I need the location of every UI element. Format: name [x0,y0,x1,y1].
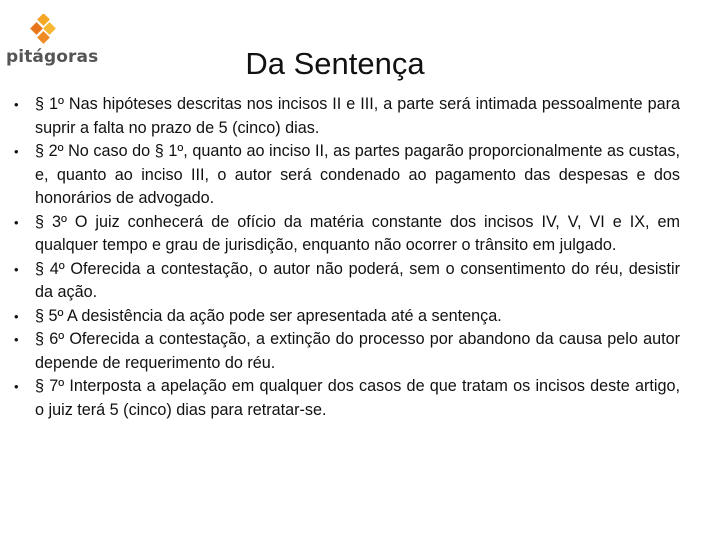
logo-diamond-icon [28,14,58,44]
bullet-marker: • [14,144,19,159]
bullet-marker: • [14,308,19,324]
bullet-text: § 4º Oferecida a contestação, o autor não poderá, sem o consentimento do réu, desistir da ação. [35,259,680,301]
bullet-item [14,211,680,258]
logo-text: pitágoras [6,47,99,67]
bullet-marker: • [14,261,19,277]
bullet-item [14,258,680,305]
bullet-text: § 6º Oferecida a contestação, a extinção do processo por abandono da causa pelo autor depende de requerimento do réu. [35,330,680,372]
bullet-marker: • [14,332,19,347]
pitagoras-logo [4,14,99,72]
bullet-text: § 2º No caso do § 1º, quanto ao inciso II, as partes pagarão proporcionalmente as custas, e, quanto ao inciso III, o autor será condenado ao pagamento das despesas e dos honorários de advogado. [35,142,680,207]
bullet-marker: • [14,214,19,230]
slide-title: Da Sentença [245,46,425,81]
bullet-item [14,328,680,375]
bullet-item [14,93,680,140]
bullet-item [14,305,680,329]
bullet-marker: • [14,379,19,394]
logo-square-left [30,22,43,35]
bullet-marker: • [14,97,19,112]
bullet-text: § 3º O juiz conhecerá de ofício da matéria constante dos incisos IV, V, VI e IX, em qualquer tempo e grau de jurisdição, enquanto não ocorrer o trânsito em julgado. [35,212,680,254]
bullet-text: § 1º Nas hipóteses descritas nos incisos II e III, a parte será intimada pessoalmente para suprir a falta no prazo de 5 (cinco) dias. [35,95,680,137]
bullet-item [14,375,680,422]
bullet-text: § 7º Interposta a apelação em qualquer dos casos de que tratam os incisos deste artigo, o juiz terá 5 (cinco) dias para retratar-se. [35,377,680,419]
bullet-item [14,140,680,211]
bullet-text: § 5º A desistência da ação pode ser apresentada até a sentença. [35,306,502,325]
bullet-list [14,93,680,422]
